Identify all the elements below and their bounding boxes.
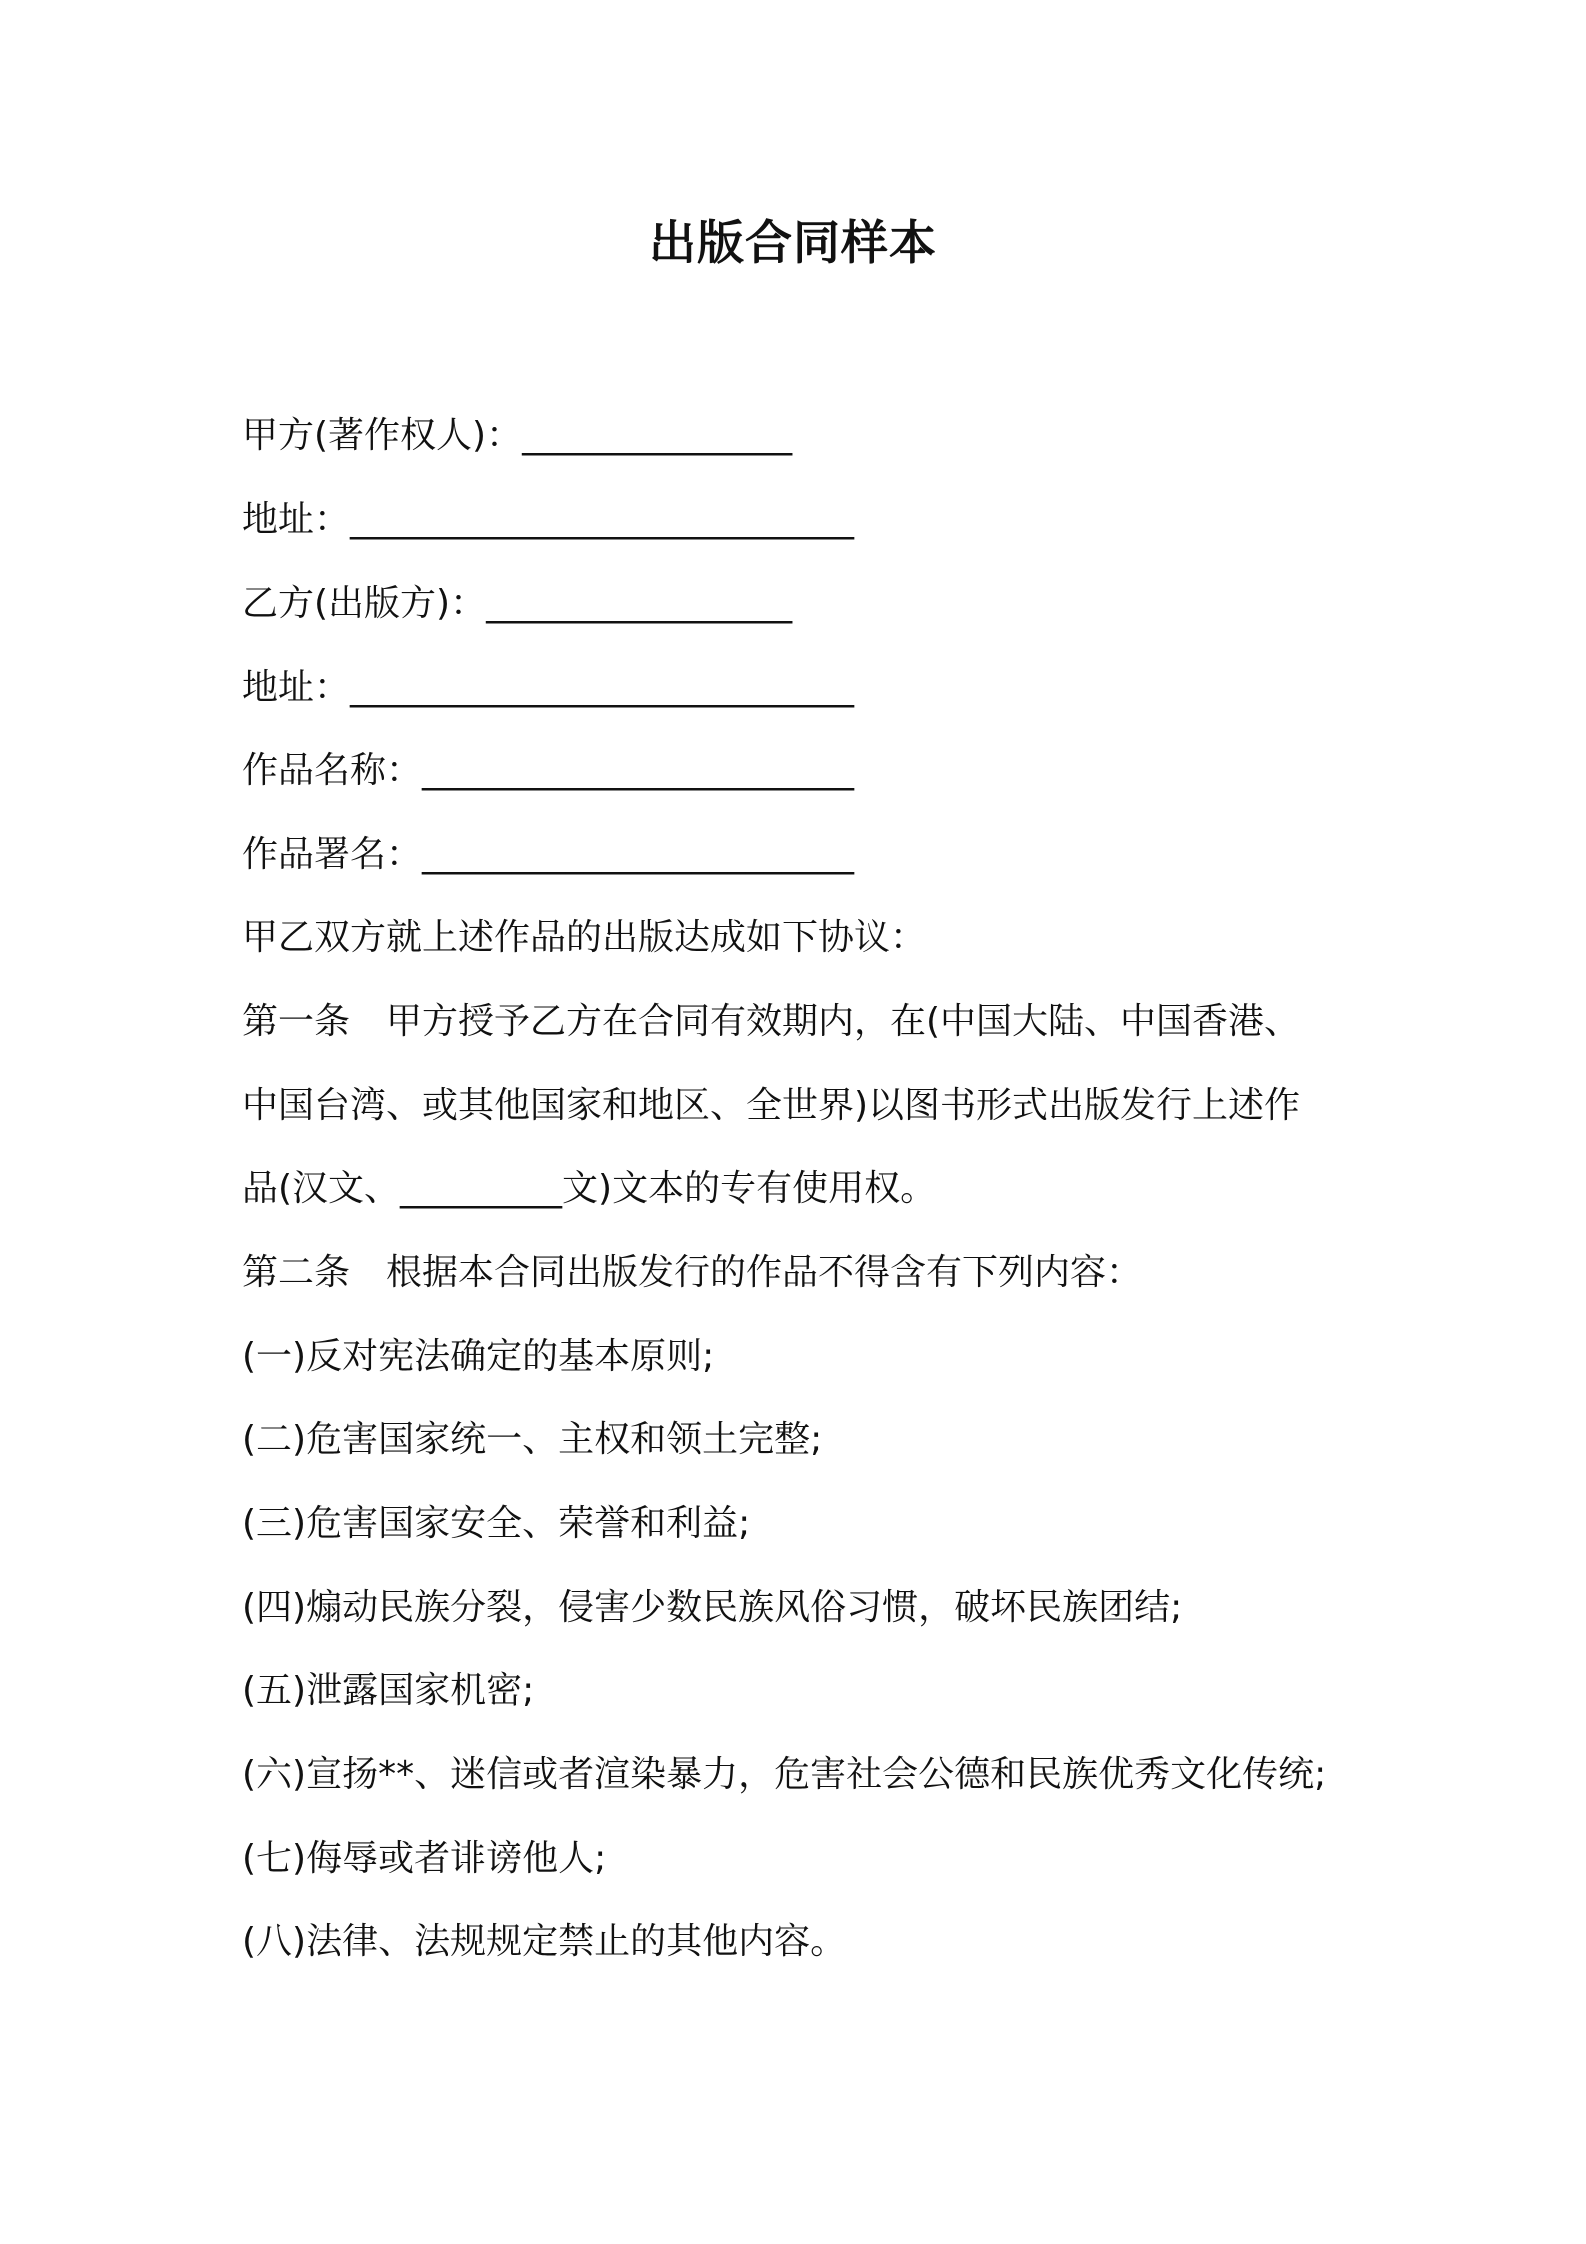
list-item: (六)宣扬**、迷信或者渲染暴力，危害社会公德和民族优秀文化传统; [242,1754,1327,1795]
list-item: (五)泄露国家机密; [242,1670,535,1711]
party-a-line: 甲方(著作权人)：_______________ [242,415,793,456]
document-title: 出版合同样本 [649,216,937,271]
work-author-line: 作品署名：________________________ [242,834,855,875]
party-a-address-line: 地址：____________________________ [242,499,855,540]
article-one-line-2: 中国台湾、或其他国家和地区、全世界)以图书形式出版发行上述作 [242,1085,1301,1126]
list-item: (二)危害国家统一、主权和领土完整; [242,1419,823,1460]
list-item: (四)煽动民族分裂，侵害少数民族风俗习惯，破坏民族团结; [242,1587,1183,1628]
list-item: (三)危害国家安全、荣誉和利益; [242,1503,751,1544]
article-two-line: 第二条 根据本合同出版发行的作品不得含有下列内容： [242,1252,1143,1293]
article-one-line-3: 品(汉文、_________文)文本的专有使用权。 [242,1168,937,1209]
party-b-address-line: 地址：____________________________ [242,667,855,708]
party-b-line: 乙方(出版方)：_________________ [242,583,793,624]
list-item: (八)法律、法规规定禁止的其他内容。 [242,1921,847,1962]
work-title-line: 作品名称：________________________ [242,750,855,791]
list-item: (七)侮辱或者诽谤他人; [242,1838,607,1879]
article-one-line-1: 第一条 甲方授予乙方在合同有效期内，在(中国大陆、中国香港、 [242,1001,1301,1042]
list-item: (一)反对宪法确定的基本原则; [242,1336,715,1377]
agreement-intro: 甲乙双方就上述作品的出版达成如下协议： [242,917,927,958]
